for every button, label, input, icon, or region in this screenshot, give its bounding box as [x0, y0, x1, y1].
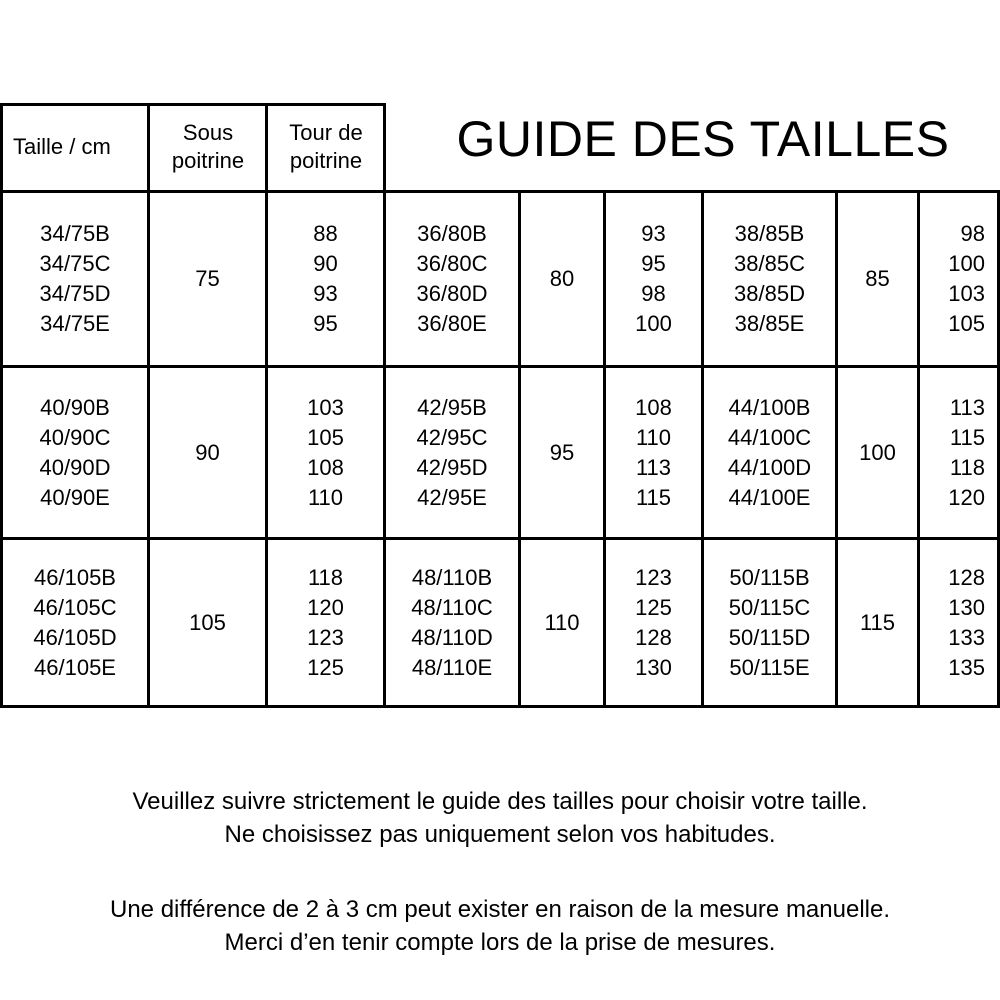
bust-cell-value: 115 [635, 484, 672, 510]
bust-cell-value: 93 [641, 221, 666, 246]
underbust-cell [150, 540, 265, 705]
table-top-border [0, 103, 386, 106]
bust-cell-value: 95 [313, 311, 338, 336]
bust-cell-value: 103 [307, 394, 344, 420]
bust-cell-value: 98 [641, 281, 666, 306]
bust-cell-value: 100 [635, 311, 672, 336]
bust-cell-value: 135 [948, 654, 985, 680]
bust-cell-value: 110 [635, 424, 672, 450]
size-cell-value: 34/75D [39, 281, 111, 306]
bust-cell-value: 123 [307, 624, 344, 650]
size-cell-value: 42/95E [417, 484, 487, 510]
size-cell-value: 36/80E [417, 311, 487, 336]
bust-cell-value: 118 [949, 454, 985, 480]
bust-cell-value: 123 [635, 564, 672, 590]
size-cell-value: 38/85B [734, 221, 805, 246]
size-cell-value: 36/80C [416, 251, 488, 276]
bust-cell-value: 105 [948, 311, 985, 336]
bust-cell-value: 133 [948, 624, 985, 650]
bust-cell [268, 368, 383, 537]
size-cell-value: 40/90D [39, 454, 111, 480]
bust-cell-value: 113 [949, 394, 985, 420]
size-cell-value: 40/90B [40, 394, 110, 420]
size-cell-value: 44/100E [728, 484, 811, 510]
bust-cell-value: 88 [313, 221, 338, 246]
page-title: GUIDE DES TAILLES [456, 111, 950, 167]
size-cell-value: 42/95C [416, 424, 488, 450]
bust-cell-value: 125 [307, 654, 344, 680]
size-cell [3, 368, 147, 537]
bust-cell [606, 540, 701, 705]
bust-cell-value: 98 [960, 221, 985, 246]
size-cell-value: 46/105E [34, 654, 116, 680]
size-cell [704, 193, 835, 365]
size-cell-value: 48/110C [411, 594, 493, 620]
size-cell [704, 540, 835, 705]
bust-cell-value: 118 [307, 564, 344, 590]
size-cell [704, 368, 835, 537]
bust-cell-value: 113 [635, 454, 672, 480]
header-size-text: Taille / cm [13, 134, 111, 159]
size-cell-value: 40/90E [40, 484, 110, 510]
header-underbust-line1: Sous [182, 120, 234, 145]
size-cell-value: 38/85C [734, 251, 805, 276]
header-divider [265, 103, 268, 191]
underbust-cell-value: 105 [189, 609, 226, 635]
bust-cell-value: 130 [635, 654, 672, 680]
bust-cell-value: 95 [641, 251, 666, 276]
bust-cell-value: 130 [948, 594, 985, 620]
bust-cell [920, 368, 997, 537]
size-cell-value: 44/100D [727, 454, 812, 480]
underbust-cell-value: 85 [865, 266, 890, 291]
size-cell [3, 193, 147, 365]
header-divider [0, 103, 3, 191]
bust-cell [268, 193, 383, 365]
bust-cell-value: 120 [307, 594, 344, 620]
header-bust-label [268, 106, 384, 188]
size-cell-value: 38/85D [734, 281, 805, 306]
bust-cell-value: 115 [949, 424, 985, 450]
header-divider [383, 103, 386, 191]
bust-cell-value: 128 [948, 564, 985, 590]
bust-cell-value: 93 [313, 281, 338, 306]
size-cell-value: 50/115B [729, 564, 810, 590]
header-bust-line2: poitrine [289, 148, 363, 173]
bust-cell-value: 100 [948, 251, 985, 276]
underbust-cell [838, 193, 917, 365]
size-cell-value: 42/95D [416, 454, 488, 480]
size-cell-value: 34/75E [40, 311, 110, 336]
bust-cell [920, 540, 997, 705]
bust-cell-value: 105 [307, 424, 344, 450]
header-bust-line1: Tour de [289, 120, 363, 145]
underbust-cell-value: 75 [195, 266, 220, 291]
bust-cell-value: 103 [948, 281, 985, 306]
size-cell-value: 36/80B [417, 221, 487, 246]
header-size-label [3, 106, 148, 188]
note-line-2: Ne choisissez pas uniquement selon vos habitudes. [224, 821, 776, 848]
size-cell-value: 48/110B [411, 564, 493, 590]
bust-cell-value: 108 [307, 454, 344, 480]
bust-cell-value: 120 [948, 484, 985, 510]
underbust-cell [521, 193, 603, 365]
underbust-cell-value: 80 [549, 266, 575, 291]
size-cell-value: 46/105D [33, 624, 117, 650]
header-divider [147, 103, 150, 191]
size-cell-value: 44/100B [728, 394, 811, 420]
table-bottom-border [0, 705, 1000, 708]
underbust-cell [838, 368, 917, 537]
underbust-cell-value: 95 [549, 439, 575, 465]
underbust-cell [838, 540, 917, 705]
underbust-cell-value: 110 [544, 609, 580, 635]
bust-cell-value: 90 [313, 251, 338, 276]
size-cell-value: 36/80D [416, 281, 488, 306]
size-cell-value: 40/90C [39, 424, 111, 450]
size-cell [3, 540, 147, 705]
size-cell-value: 42/95B [417, 394, 487, 420]
underbust-cell [521, 540, 603, 705]
size-cell-value: 50/115E [729, 654, 810, 680]
bust-cell [920, 193, 997, 365]
bust-cell-value: 125 [635, 594, 672, 620]
note-line-1: Veuillez suivre strictement le guide des tailles pour choisir votre taille. [132, 788, 868, 815]
size-cell-value: 50/115C [728, 594, 811, 620]
size-cell-value: 46/105B [34, 564, 116, 590]
size-cell [386, 540, 518, 705]
bust-cell-value: 110 [307, 484, 344, 510]
underbust-cell [150, 368, 265, 537]
size-cell-value: 48/110E [411, 654, 493, 680]
size-cell-value: 48/110D [411, 624, 493, 650]
bust-cell [606, 193, 701, 365]
underbust-cell [521, 368, 603, 537]
note-line-3: Une différence de 2 à 3 cm peut exister en raison de la mesure manuelle. [110, 896, 890, 923]
bust-cell-value: 128 [635, 624, 672, 650]
size-cell-value: 34/75C [39, 251, 111, 276]
size-cell [386, 368, 518, 537]
underbust-cell-value: 115 [859, 609, 896, 635]
note-line-4: Merci d’en tenir compte lors de la prise de mesures. [224, 929, 776, 956]
size-cell-value: 44/100C [727, 424, 812, 450]
bust-cell [606, 368, 701, 537]
size-cell [386, 193, 518, 365]
bust-cell [268, 540, 383, 705]
size-cell-value: 50/115D [728, 624, 811, 650]
size-cell-value: 38/85E [734, 311, 805, 336]
header-underbust-line2: poitrine [171, 148, 245, 173]
bust-cell-value: 108 [635, 394, 672, 420]
underbust-cell-value: 100 [859, 439, 896, 465]
size-cell-value: 46/105C [33, 594, 117, 620]
underbust-cell [150, 193, 265, 365]
underbust-cell-value: 90 [195, 439, 220, 465]
size-cell-value: 34/75B [40, 221, 110, 246]
header-underbust-label [150, 106, 266, 188]
